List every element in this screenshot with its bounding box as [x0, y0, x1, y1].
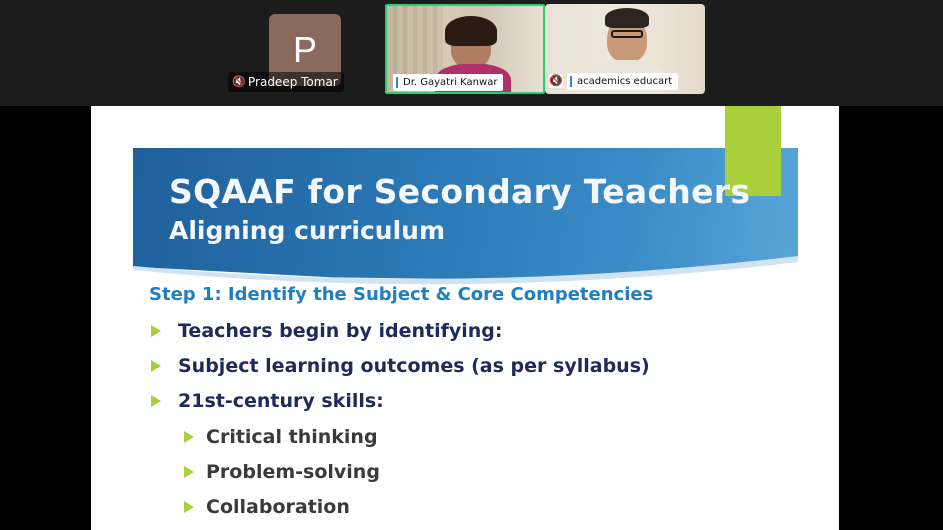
participant-name-label: [228, 72, 344, 92]
mic-off-icon: 🔇: [549, 74, 563, 87]
participant-video-hair: [445, 16, 497, 46]
participant-name-label: [393, 74, 503, 91]
participant-name: academics educart: [577, 76, 673, 87]
slide-title: SQAAF for Secondary Teachers: [169, 172, 751, 211]
sub-bullet-item: [184, 496, 350, 518]
participant-video-tile[interactable]: [385, 4, 545, 94]
banner-wave: [133, 256, 798, 286]
bullet-triangle-icon: [184, 501, 194, 513]
bullet-item: [151, 390, 384, 412]
glasses-frame: [611, 30, 643, 38]
bullet-triangle-icon: [151, 360, 161, 372]
bullet-item: [151, 320, 502, 342]
step-heading: Step 1: Identify the Subject & Core Competencies: [149, 284, 654, 305]
bullet-triangle-icon: [151, 395, 161, 407]
slide-subtitle: Aligning curriculum: [169, 216, 446, 245]
shared-screen-slide: [91, 106, 839, 530]
participant-name: Dr. Gayatri Kanwar: [403, 77, 498, 88]
participant-name: Pradeep Tomar: [248, 75, 338, 89]
bullet-triangle-icon: [184, 466, 194, 478]
participants-strip: [0, 0, 943, 106]
participant-video-hair: [605, 8, 649, 28]
bullet-text: Problem-solving: [206, 461, 380, 483]
mic-off-icon: 🔇: [232, 75, 246, 88]
participant-name-label: [567, 73, 678, 90]
bullet-text: Teachers begin by identifying:: [178, 320, 503, 342]
bullet-text: 21st-century skills:: [178, 390, 384, 412]
bullet-text: Critical thinking: [206, 426, 378, 448]
bullet-text: Subject learning outcomes (as per syllabus): [178, 355, 650, 377]
sub-bullet-item: [184, 426, 378, 448]
avatar-initial: P: [292, 29, 317, 70]
bullet-text: Collaboration: [206, 496, 350, 518]
participant-video-tile[interactable]: [545, 4, 705, 94]
sub-bullet-item: [184, 461, 380, 483]
bullet-item: [151, 355, 650, 377]
bullet-triangle-icon: [184, 431, 194, 443]
bullet-triangle-icon: [151, 325, 161, 337]
